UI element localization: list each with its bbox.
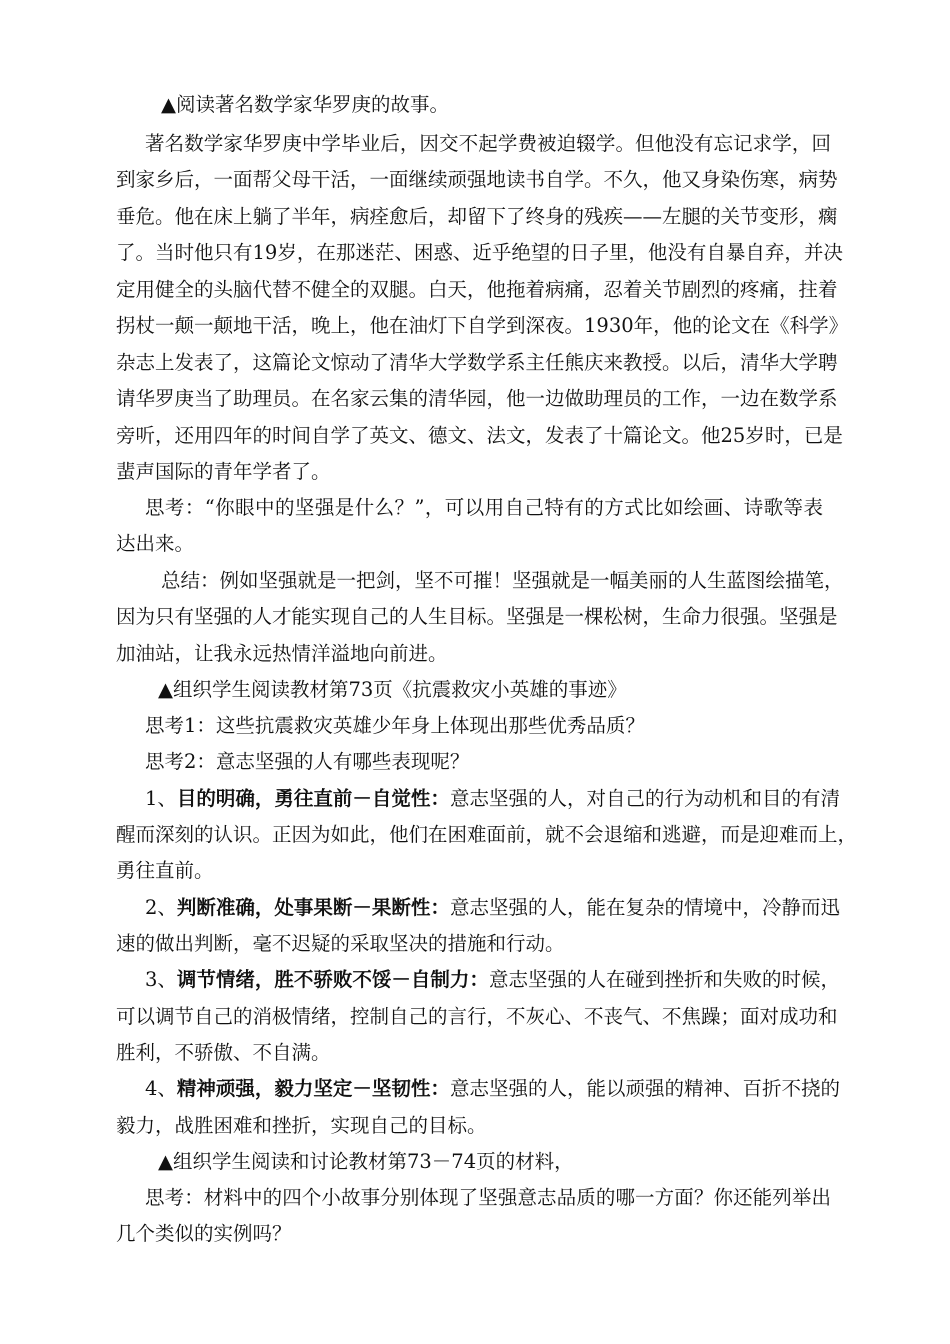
summary-line: 因为只有坚强的人才能实现自己的人生目标。坚强是一棵松树，生命力很强。坚强是 (116, 605, 838, 628)
point-1-line: 勇往直前。 (116, 859, 214, 882)
think-question-2: 思考2：意志坚强的人有哪些表现呢？ (145, 750, 470, 773)
point-2-line (145, 896, 840, 919)
think-question-1: 思考1：这些抗震救灾英雄少年身上体现出那些优秀品质？ (145, 714, 645, 737)
point-3-line (145, 968, 840, 991)
point-number: 1、 (145, 787, 177, 810)
summary-line: 总结：例如坚强就是一把剑，坚不可摧！坚强就是一幅美丽的人生蓝图绘描笔， (161, 569, 844, 592)
think-line: 思考：材料中的四个小故事分别体现了坚强意志品质的哪一方面？你还能列举出 (145, 1186, 831, 1209)
point-number: 4、 (145, 1077, 177, 1100)
story-line: 了。当时他只有19岁，在那迷茫、困惑、近乎绝望的日子里，他没有自暴自弃，并决 (116, 241, 843, 264)
point-3-line: 可以调节自己的消极情绪，控制自己的言行，不灰心、不丧气、不焦躁；面对成功和 (116, 1005, 838, 1028)
heading-hualuogeng: ▲阅读著名数学家华罗庚的故事。 (161, 93, 449, 116)
story-line: 蜚声国际的青年学者了。 (116, 460, 331, 483)
point-title: 判断准确，处事果断－果断性： (176, 896, 450, 919)
story-line: 垂危。他在床上躺了半年，病痊愈后，却留下了终身的残疾——左腿的关节变形，瘸 (116, 205, 838, 228)
point-text: 意志坚强的人，对自己的行为动机和目的有清 (449, 787, 840, 810)
point-4-line: 毅力，战胜困难和挫折，实现自己的目标。 (116, 1114, 487, 1137)
point-4-line (145, 1077, 840, 1100)
point-1-line (145, 787, 840, 810)
point-text: 意志坚强的人，能以顽强的精神、百折不挠的 (449, 1077, 840, 1100)
story-line: 到家乡后，一面帮父母干活，一面继续顽强地读书自学。不久，他又身染伤寒，病势 (116, 168, 838, 191)
story-line: 拐杖一颠一颠地干活，晚上，他在油灯下自学到深夜。1930年，他的论文在《科学》 (116, 314, 849, 337)
point-2-line: 速的做出判断，毫不迟疑的采取坚决的措施和行动。 (116, 932, 565, 955)
story-line: 著名数学家华罗庚中学毕业后，因交不起学费被迫辍学。但他没有忘记求学，回 (145, 132, 831, 155)
point-title: 精神顽强，毅力坚定－坚韧性： (176, 1077, 450, 1100)
story-line: 请华罗庚当了助理员。在名家云集的清华园，他一边做助理员的工作，一边在数学系 (116, 387, 838, 410)
story-line: 定用健全的头脑代替不健全的双腿。白天，他拖着病痛，忍着关节剧烈的疼痛，拄着 (116, 278, 838, 301)
think-line: 思考：“你眼中的坚强是什么？”，可以用自己特有的方式比如绘画、诗歌等表 (145, 496, 823, 519)
story-line: 杂志上发表了，这篇论文惊动了清华大学数学系主任熊庆来教授。以后，清华大学聘 (116, 351, 838, 374)
point-text: 意志坚强的人，能在复杂的情境中，冷静而迅 (449, 896, 840, 919)
heading-textbook-73: ▲组织学生阅读教材第73页《抗震救灾小英雄的事迹》 (158, 678, 627, 701)
point-title: 目的明确，勇往直前－自觉性： (176, 787, 450, 810)
story-line: 旁听，还用四年的时间自学了英文、德文、法文，发表了十篇论文。他25岁时，已是 (116, 424, 843, 447)
think-line: 几个类似的实例吗？ (116, 1222, 292, 1245)
think-line: 达出来。 (116, 532, 195, 555)
point-3-line: 胜利，不骄傲、不自满。 (116, 1041, 331, 1064)
point-title: 调节情绪，胜不骄败不馁－自制力： (176, 968, 489, 991)
point-text: 意志坚强的人在碰到挫折和失败的时候， (488, 968, 840, 991)
point-1-line: 醒而深刻的认识。正因为如此，他们在困难面前，就不会退缩和逃避，而是迎难而上， (116, 823, 858, 846)
summary-line: 加油站，让我永远热情洋溢地向前进。 (116, 642, 448, 665)
point-number: 2、 (145, 896, 177, 919)
heading-textbook-73-74: ▲组织学生阅读和讨论教材第73－74页的材料， (158, 1150, 574, 1173)
point-number: 3、 (145, 968, 177, 991)
